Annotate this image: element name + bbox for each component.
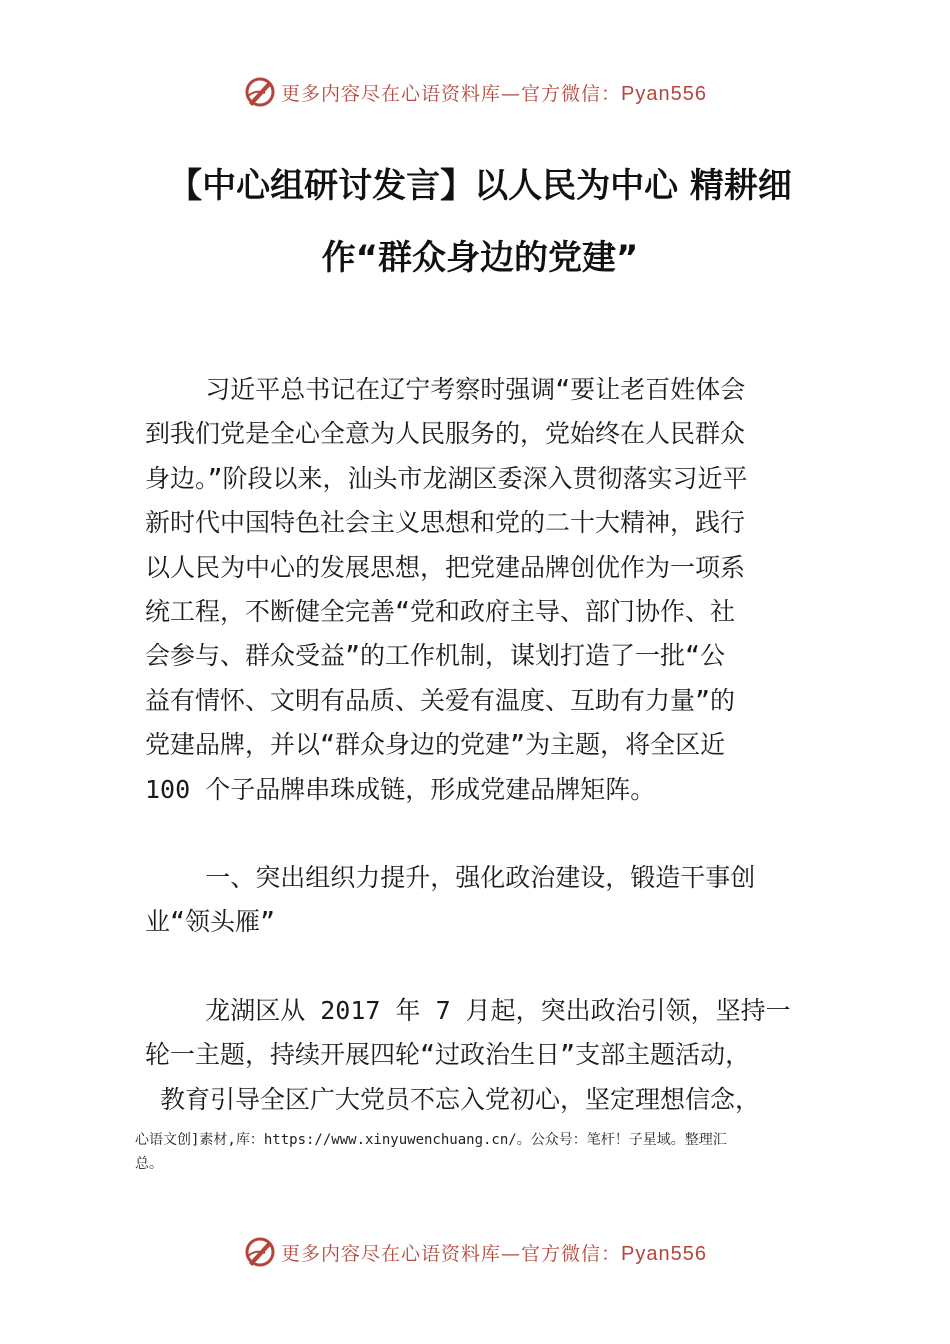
banner-separator: —: [501, 1242, 522, 1265]
banner-account: Pyan556: [621, 82, 707, 105]
footer-banner-text: [281, 1239, 707, 1266]
document-title-line-1: 【中心组研讨发言】以人民为中心 精耕细: [168, 166, 792, 206]
text-line: 统工程，不断健全完善“党和政府主导、部门协作、社: [145, 596, 736, 626]
text-line: 党建品牌，并以“群众身边的党建”为主题，将全区近: [145, 730, 726, 760]
text-line: 一、突出组织力提升，强化政治建设，锻造干事创: [145, 863, 756, 892]
banner-wechat-label: 官方微信：: [521, 82, 622, 105]
banner-slogan: 更多内容尽在心语资料库: [281, 82, 502, 105]
header-banner-text: [281, 79, 707, 106]
text-line: 以人民为中心的发展思想，把党建品牌创优作为一项系: [145, 552, 746, 582]
text-line: 业“领头雁”: [145, 907, 276, 937]
text-line: 习近平总书记在辽宁考察时强调“要让老百姓体会: [145, 375, 746, 404]
banner-slogan: 更多内容尽在心语资料库: [281, 1242, 502, 1265]
document-title-line-2: 作“群众身边的党建”: [321, 238, 639, 278]
header-banner: [0, 72, 950, 112]
text-line: 益有情怀、文明有品质、关爱有温度、互助有力量”的: [145, 685, 736, 715]
pen-logo-icon: [243, 75, 277, 109]
text-line: 龙湖区从 2017 年 7 月起，突出政治引领，坚持一: [145, 996, 791, 1025]
paragraph-intro: [145, 368, 815, 812]
text-line: 到我们党是全心全意为人民服务的，党始终在人民群众: [145, 419, 746, 449]
section-heading-1: [145, 856, 815, 945]
text-line: 会参与、群众受益”的工作机制，谋划打造了一批“公: [145, 641, 726, 671]
banner-wechat-label: 官方微信：: [521, 1242, 622, 1265]
text-line: 身边。”阶段以来，汕头市龙湖区委深入贯彻落实习近平: [145, 463, 748, 493]
footer-banner: [0, 1232, 950, 1272]
banner-account: Pyan556: [621, 1242, 707, 1265]
text-line: 100 个子品牌串珠成链，形成党建品牌矩阵。: [145, 774, 656, 804]
banner-separator: —: [501, 82, 522, 105]
text-line: 新时代中国特色社会主义思想和党的二十大精神，践行: [145, 508, 746, 538]
source-footnote: [135, 1128, 825, 1176]
paragraph-section-1: [145, 989, 815, 1122]
footnote-line: 总。: [135, 1156, 163, 1172]
text-line: 教育引导全区广大党员不忘入党初心，坚定理想信念，: [145, 1084, 761, 1114]
text-line: 轮一主题，持续开展四轮“过政治生日”支部主题活动，: [145, 1040, 751, 1070]
footnote-line: 心语文创]素材,库：https://www.xinyuwenchuang.cn/。公众号：笔杆！子星域。整理汇: [135, 1132, 727, 1148]
pen-logo-icon: [243, 1235, 277, 1269]
